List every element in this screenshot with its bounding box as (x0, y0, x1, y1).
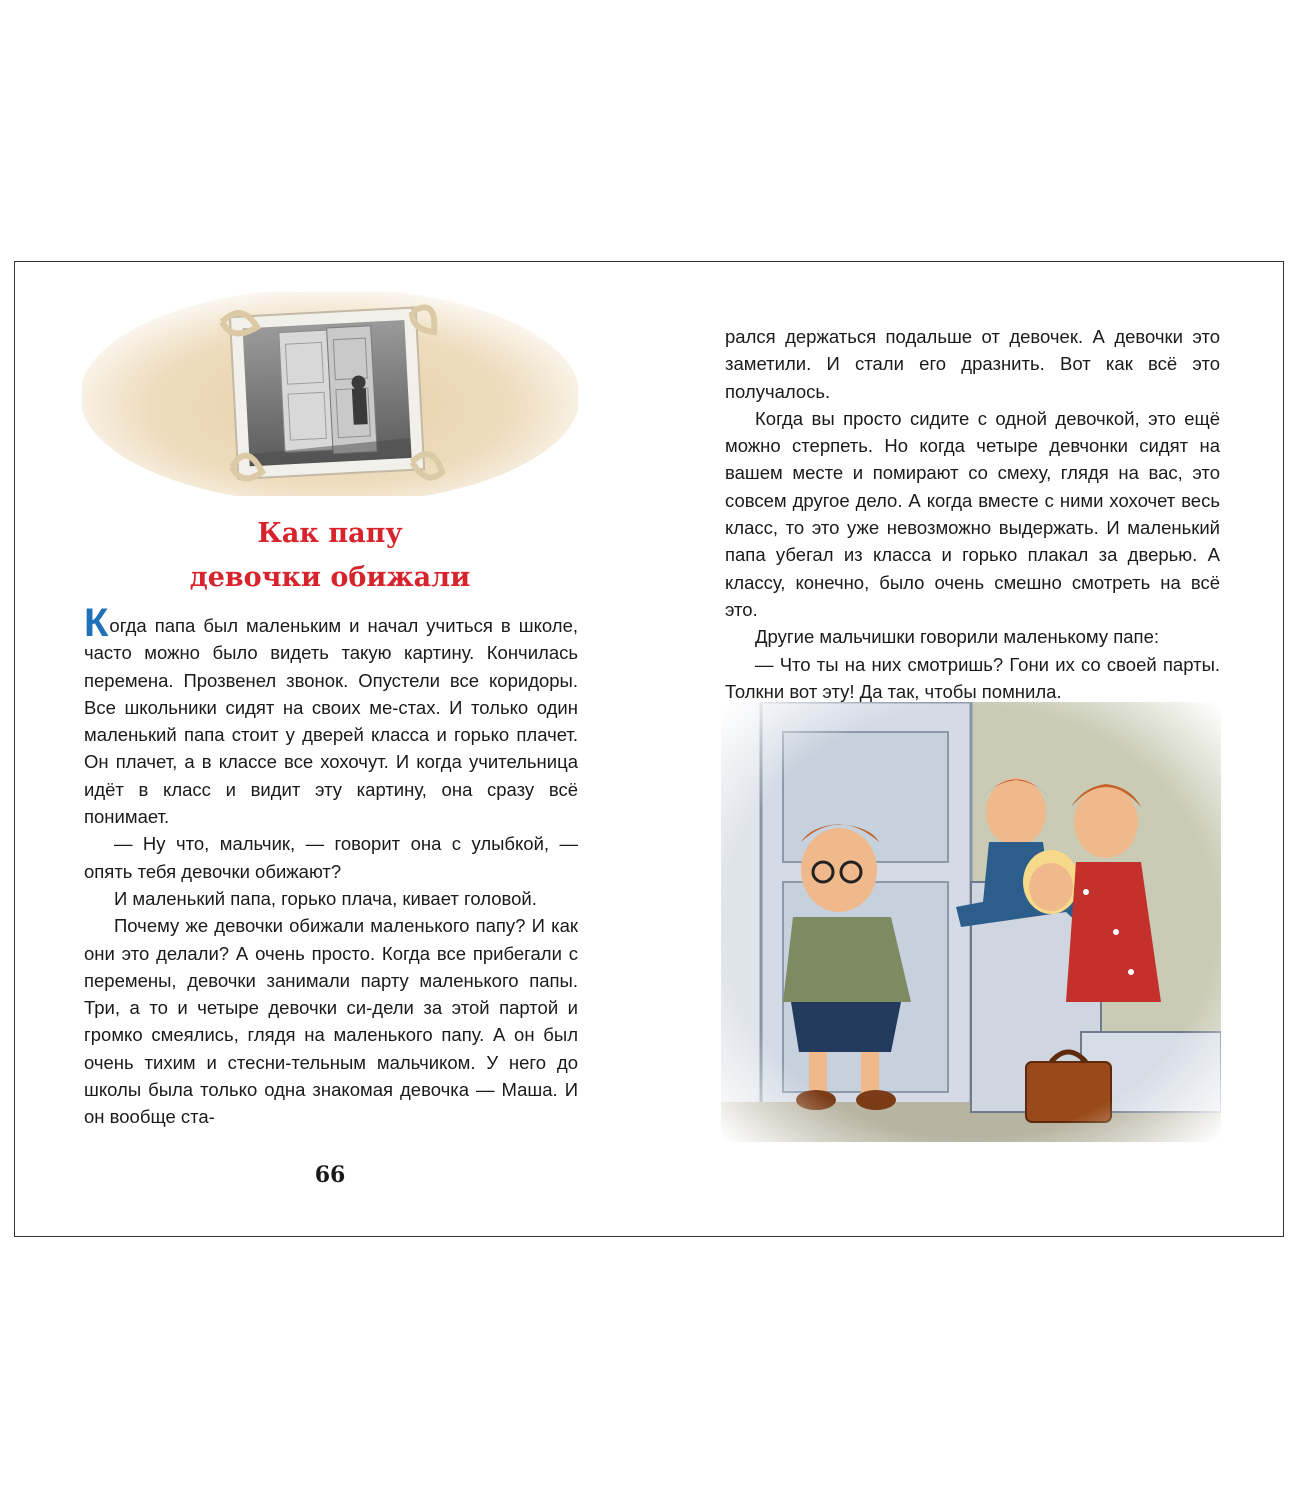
chapter-title (82, 512, 578, 600)
left-page (15, 262, 650, 1236)
drop-cap: К (84, 601, 109, 645)
left-page-body-text (84, 601, 578, 1131)
paragraph: Когда вы просто сидите с одной девочкой, это ещё можно стерпеть. Но когда четыре девчонки сидят на вашем месте и помирают со смеху, глядя на вас, это совсем другое дело. А когда вместе с ними хохочет весь класс, то это уже невозможно выдержать. И маленький папа убегал из класса и горько плакал за дверью. А классу, конечно, было очень смешно смотреть на всё это. (725, 407, 1220, 620)
right-page (650, 262, 1285, 1236)
paragraph: И маленький папа, горько плача, кивает головой. (114, 887, 537, 909)
paragraph (84, 601, 578, 830)
chapter-title-line-2: девочки обижали (189, 562, 471, 593)
paragraph: Почему же девочки обижали маленького папу? И как они это делали? А очень просто. Когда все прибегали с перемены, девочки занимали парту маленького папы. Три, а то и четыре девочки си-дели за этой партой и громко смеялись, глядя на маленького папу. А он был очень тихим и стесни-тельным мальчиком. У него до школы была только одна знакомая девочка — Маша. И он вообще ста- (84, 915, 578, 1128)
paragraph: рался держаться подальше от девочек. А девочки это заметили. И стали его дразнить. Вот как всё это получалось. (725, 326, 1220, 402)
chapter-vignette-illustration (82, 292, 578, 496)
right-page-body-text (725, 323, 1220, 705)
paragraph: — Что ты на них смотришь? Гони их со своей парты. Толкни вот эту! Да так, чтобы помнила. (725, 653, 1220, 702)
book-spread (14, 261, 1284, 1237)
paragraph: Другие мальчишки говорили маленькому папе: (755, 626, 1159, 648)
paragraph: — Ну что, мальчик, — говорит она с улыбкой, — опять тебя девочки обижают? (84, 833, 578, 882)
chapter-title-line-1: Как папу (257, 518, 403, 549)
classroom-illustration (721, 702, 1221, 1142)
paragraph-text: огда папа был маленьким и начал учиться в школе, часто можно было видеть такую картину. Кончилась перемена. Прозвенел звонок. Опустели все коридоры. Все школьники сидят на своих ме-стах. И только один маленький папа стоит у дверей класса и горько плачет. Он плачет, а в классе все хохочут. И когда учительница идёт в класс и видит эту картину, она сразу всё понимает. (84, 615, 578, 828)
page-number: 66 (314, 1162, 346, 1188)
